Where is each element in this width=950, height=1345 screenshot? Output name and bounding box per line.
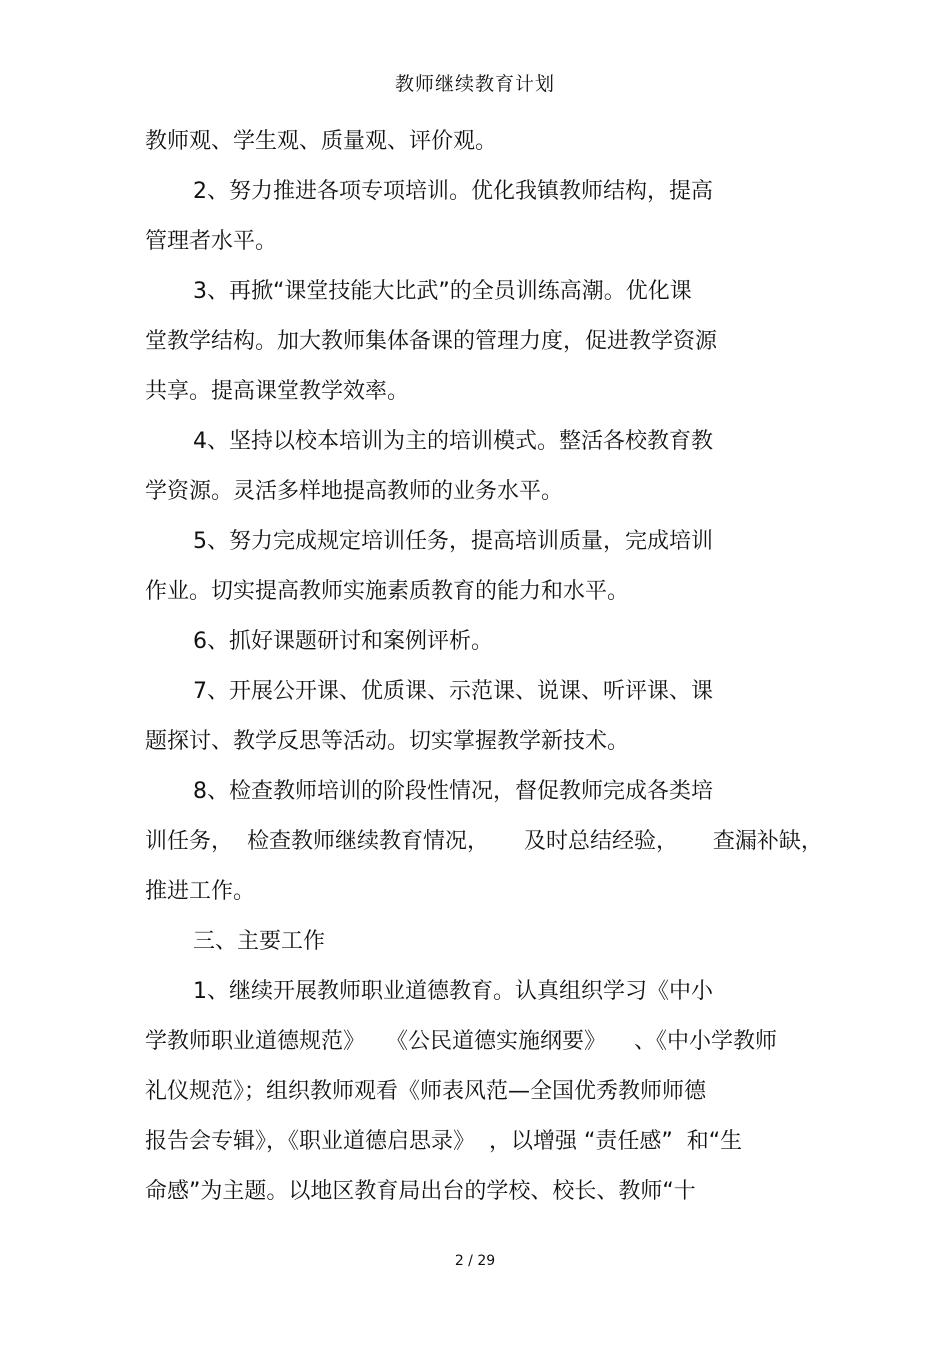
section-heading: 三、主要工作	[193, 929, 326, 954]
body-line: 题探讨、教学反思等活动。切实掌握教学新技术。	[145, 729, 630, 754]
document-header-title: 教师继续教育计划	[394, 73, 555, 95]
body-line: 教师观、学生观、质量观、评价观。	[145, 129, 498, 154]
body-line: 作业。切实提高教师实施素质教育的能力和水平。	[145, 579, 630, 604]
page-number-indicator: 2 / 29	[454, 1253, 496, 1269]
body-line: 8、检查教师培训的阶段性情况，督促教师完成各类培	[193, 779, 713, 804]
body-line: 堂教学结构。加大教师集体备课的管理力度，促进教学资源	[145, 329, 718, 354]
body-line: 推进工作。	[145, 879, 256, 904]
body-line: 1、继续开展教师职业道德教育。认真组织学习《中小	[193, 979, 713, 1004]
body-line: 2、努力推进各项专项培训。优化我镇教师结构，提高	[193, 179, 713, 204]
body-line: 共享。提高课堂教学效率。	[145, 379, 410, 404]
body-line: 学教师职业道德规范》 《公民道德实施纲要》 、《中小学教师	[145, 1029, 777, 1054]
body-line: 训任务， 检查教师继续教育情况， 及时总结经验， 查漏补缺，	[145, 829, 823, 854]
body-line: 6、抓好课题研讨和案例评析。	[193, 629, 493, 654]
body-line: 4、坚持以校本培训为主的培训模式。整活各校教育教	[193, 429, 713, 454]
body-line: 学资源。灵活多样地提高教师的业务水平。	[145, 479, 564, 504]
body-line: 7、开展公开课、优质课、示范课、说课、听评课、课	[193, 679, 713, 704]
body-line: 3、再掀“课堂技能大比武”的全员训练高潮。优化课	[193, 279, 692, 304]
body-line: 命感”为主题。以地区教育局出台的学校、校长、教师“十	[145, 1179, 696, 1204]
body-line: 礼仪规范》；组织教师观看《师表风范—全国优秀教师师德	[145, 1079, 707, 1104]
body-line: 管理者水平。	[145, 229, 278, 254]
body-line: 报告会专辑》，《职业道德启思录》 ，以增强 “责任感” 和“生	[145, 1129, 743, 1154]
body-line: 5、努力完成规定培训任务，提高培训质量，完成培训	[193, 529, 713, 554]
